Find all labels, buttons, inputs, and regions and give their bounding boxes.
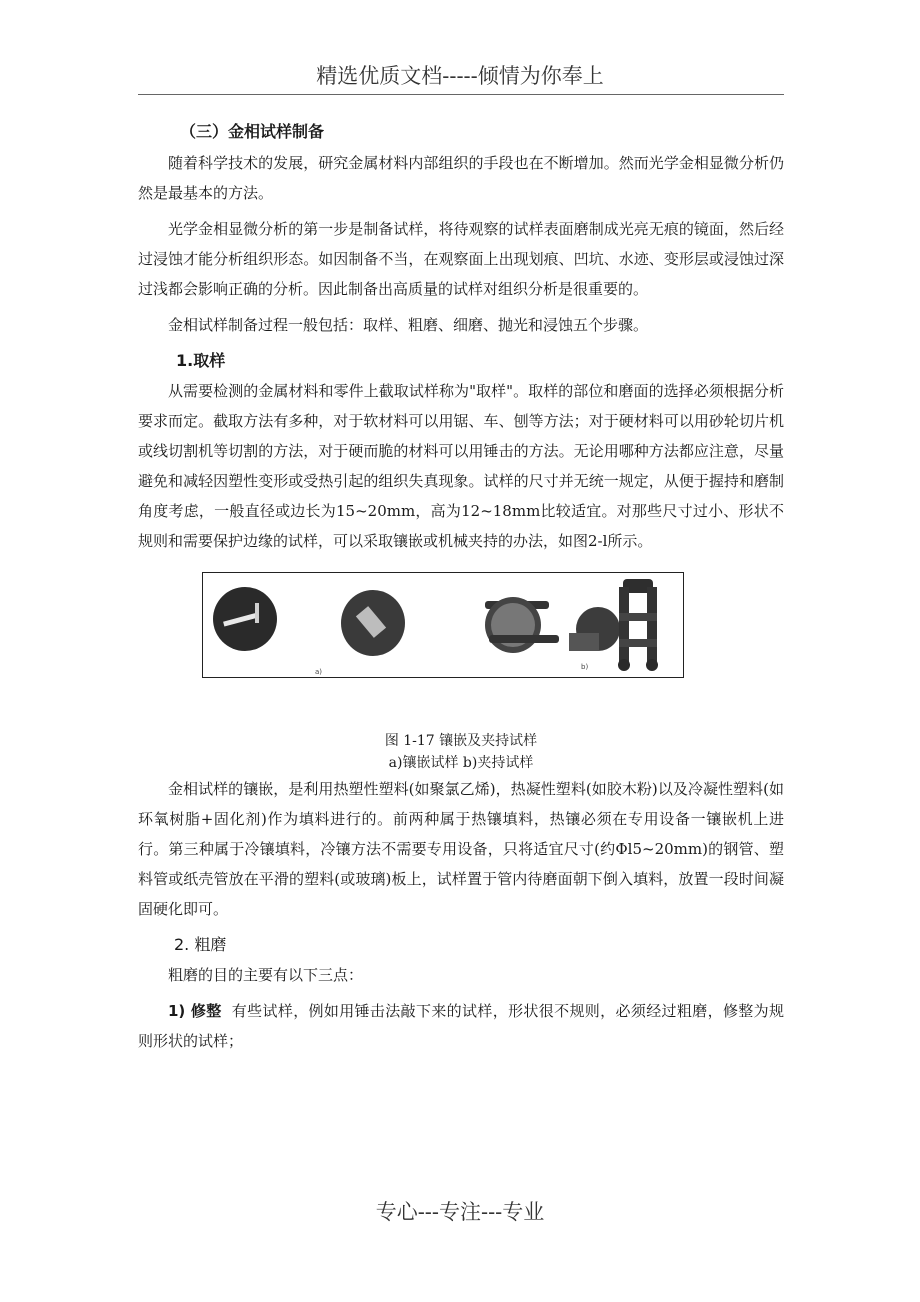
paragraph-intro: 随着科学技术的发展，研究金属材料内部组织的手段也在不断增加。然而光学金相显微分析仍然是最基本的方法。 [138,154,784,202]
figure-caption-title: 图 1-17 镶嵌及夹持试样 [384,733,538,749]
page-header: 精选优质文档-----倾情为你奉上 [316,64,604,88]
paragraph-mounting: 金相试样的镶嵌，是利用热塑性塑料(如聚氯乙烯)，热凝性塑料(如胶木粉)以及冷凝性塑料(如环氧树脂+固化剂)作为填料进行的。前两种属于热镶填料，热镶必须在专用设备一镶嵌机上进行。第三种属于冷镶填料，冷镶方法不需要专用设备，只将适宜尺寸(约Φl5~20mm)的钢管、塑料管或纸壳管放在平滑的塑料(或玻璃)板上，试样置于管内待磨面朝下倒入填料，放置一段时间凝固硬化即可。 [138,780,784,918]
paragraph-steps: 金相试样制备过程一般包括：取样、粗磨、细磨、抛光和浸蚀五个步骤。 [168,316,649,334]
paragraph-sampling: 从需要检测的金属材料和零件上截取试样称为"取样"。取样的部位和磨面的选择必须根据分析要求而定。截取方法有多种，对于软材料可以用锯、车、刨等方法；对于硬材料可以用砂轮切片机或线切割机等切割的方法，对于硬而脆的材料可以用锤击的方法。无论用哪种方法都应注意，尽量避免和减轻因塑性变形或受热引起的组织失真现象。试样的尺寸并无统一规定，从便于握持和磨制角度考虑，一般直径或边长为15~20mm，高为12~18mm比较适宜。对那些尺寸过小、形状不规则和需要保护边缘的试样，可以采取镶嵌或机械夹持的办法，如图2-l所示。 [138,382,784,550]
heading-sampling: 1.取样 [176,351,226,370]
document-body [138,114,784,1056]
trimming-text: 有些试样，例如用锤击法敲下来的试样，形状很不规则，必须经过粗磨，修整为规则形状的试样； [138,1002,784,1050]
figure-caption-subtitle: a)镶嵌试样 b)夹持试样 [388,755,534,771]
figure-mounting-clamping [202,572,684,678]
page-footer: 专心---专注---专业 [375,1200,545,1224]
section-title: （三）金相试样制备 [180,122,325,141]
paragraph-grinding-intro: 粗磨的目的主要有以下三点： [168,966,364,984]
paragraph-trimming [138,996,784,1056]
figure-caption [138,730,784,774]
trimming-lead: 1) 修整 [168,1002,222,1020]
clamp-sample-image [485,579,658,671]
paragraph-preparation: 光学金相显微分析的第一步是制备试样，将待观察的试样表面磨制成光亮无痕的镜面，然后经过浸蚀才能分析组织形态。如因制备不当，在观察面上出现划痕、凹坑、水迹、变形层或浸蚀过深过浅都会影响正确的分析。因此制备出高质量的试样对组织分析是很重要的。 [138,220,784,298]
heading-grinding: 2. 粗磨 [174,935,227,954]
figure-label-b: b) [581,663,589,671]
figure-illustration [203,573,683,677]
figure-label-a: a) [315,668,323,676]
header-divider [138,94,784,95]
